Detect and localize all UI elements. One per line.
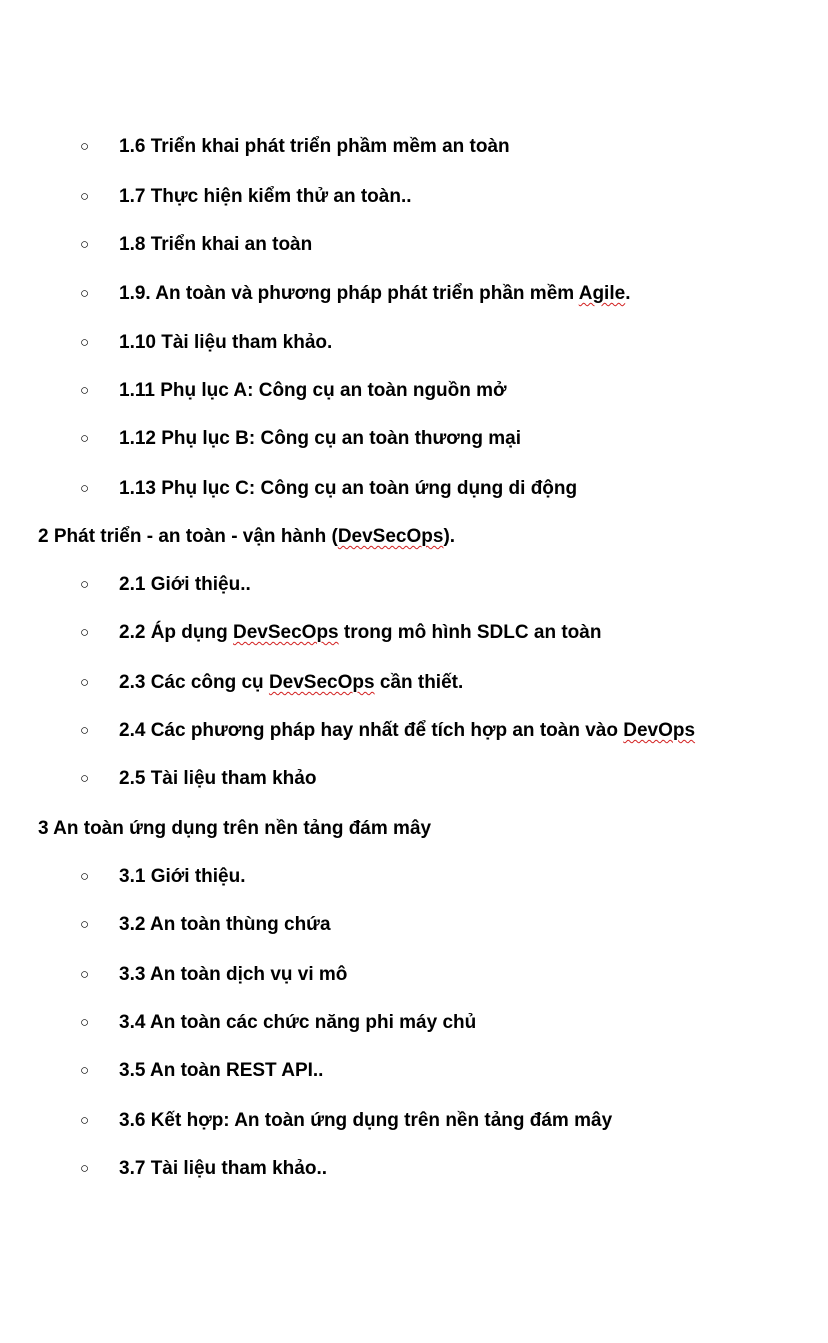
item-label	[119, 1157, 327, 1181]
item-label	[119, 963, 347, 987]
text-segment: .	[625, 283, 631, 304]
text-segment: 3.7 Tài liệu tham khảo..	[119, 1158, 328, 1179]
item-label	[119, 135, 510, 159]
circle-bullet-icon: ○	[80, 1160, 90, 1177]
spellcheck-flagged-word: DevSecOps	[233, 622, 339, 643]
item-label	[119, 621, 601, 645]
text-segment: 3.1 Giới thiệu.	[119, 866, 246, 887]
text-segment: 2.4 Các phương pháp hay nhất để tích hợp an toàn vào	[119, 720, 624, 741]
text-segment: ).	[443, 526, 456, 547]
text-segment: 3.6 Kết hợp: An toàn ứng dụng trên nền tảng đám mây	[119, 1110, 613, 1131]
item-label	[119, 282, 630, 306]
text-segment: 2.3 Các công cụ	[119, 672, 269, 693]
circle-bullet-icon: ○	[80, 430, 90, 447]
item-label	[119, 1109, 612, 1133]
circle-bullet-icon: ○	[80, 334, 90, 351]
item-label	[119, 671, 463, 695]
circle-bullet-icon: ○	[80, 188, 90, 205]
circle-bullet-icon: ○	[80, 1014, 90, 1031]
item-label	[119, 865, 245, 889]
text-segment: 2 Phát triển - an toàn - vận hành (	[38, 526, 338, 547]
circle-bullet-icon: ○	[80, 382, 90, 399]
item-label	[119, 767, 316, 791]
text-segment: 1.10 Tài liệu tham khảo.	[119, 332, 333, 353]
item-label	[119, 233, 312, 257]
circle-bullet-icon: ○	[80, 576, 90, 593]
text-segment: 3.2 An toàn thùng chứa	[119, 914, 331, 935]
item-label	[119, 1059, 323, 1083]
circle-bullet-icon: ○	[80, 1112, 90, 1129]
item-label	[119, 379, 507, 403]
circle-bullet-icon: ○	[80, 138, 90, 155]
circle-bullet-icon: ○	[80, 966, 90, 983]
circle-bullet-icon: ○	[80, 1062, 90, 1079]
text-segment: cần thiết.	[374, 672, 464, 693]
item-label	[119, 477, 577, 501]
circle-bullet-icon: ○	[80, 722, 90, 739]
item-label	[119, 331, 332, 355]
text-segment: 1.7 Thực hiện kiểm thử an toàn..	[119, 186, 412, 207]
text-segment: 1.8 Triển khai an toàn	[119, 234, 313, 255]
text-segment: 1.11 Phụ lục A: Công cụ an toàn nguồn mở	[119, 380, 507, 401]
text-segment: 1.9. An toàn và phương pháp phát triển phần mềm	[119, 283, 579, 304]
text-segment: 2.2 Áp dụng	[119, 622, 233, 643]
spellcheck-flagged-word: DevSecOps	[337, 526, 444, 547]
item-label	[119, 719, 695, 743]
text-segment: 3.3 An toàn dịch vụ vi mô	[119, 964, 348, 985]
text-segment: trong mô hình SDLC an toàn	[338, 622, 602, 643]
item-label	[119, 913, 331, 937]
circle-bullet-icon: ○	[80, 770, 90, 787]
text-segment: 1.6 Triển khai phát triển phầm mềm an toàn	[119, 136, 510, 157]
item-label	[119, 1011, 476, 1035]
heading-label	[38, 817, 431, 841]
spellcheck-flagged-word: DevSecOps	[268, 672, 375, 693]
circle-bullet-icon: ○	[80, 868, 90, 885]
spellcheck-flagged-word: Agile	[578, 283, 626, 304]
circle-bullet-icon: ○	[80, 236, 90, 253]
circle-bullet-icon: ○	[80, 624, 90, 641]
text-segment: 1.13 Phụ lục C: Công cụ an toàn ứng dụng di động	[119, 478, 578, 499]
text-segment: 2.5 Tài liệu tham khảo	[119, 768, 317, 789]
item-label	[119, 427, 521, 451]
text-segment: 2.1 Giới thiệu..	[119, 574, 251, 595]
circle-bullet-icon: ○	[80, 480, 90, 497]
circle-bullet-icon: ○	[80, 285, 90, 302]
heading-label	[38, 525, 455, 549]
item-label	[119, 573, 251, 597]
text-segment: 3.4 An toàn các chức năng phi máy chủ	[119, 1012, 477, 1033]
spellcheck-flagged-word: DevOps	[623, 720, 696, 741]
circle-bullet-icon: ○	[80, 916, 90, 933]
text-segment: 1.12 Phụ lục B: Công cụ an toàn thương mại	[119, 428, 522, 449]
item-label	[119, 185, 412, 209]
text-segment: 3 An toàn ứng dụng trên nền tảng đám mây	[38, 818, 432, 839]
text-segment: 3.5 An toàn REST API..	[119, 1060, 324, 1081]
circle-bullet-icon: ○	[80, 674, 90, 691]
